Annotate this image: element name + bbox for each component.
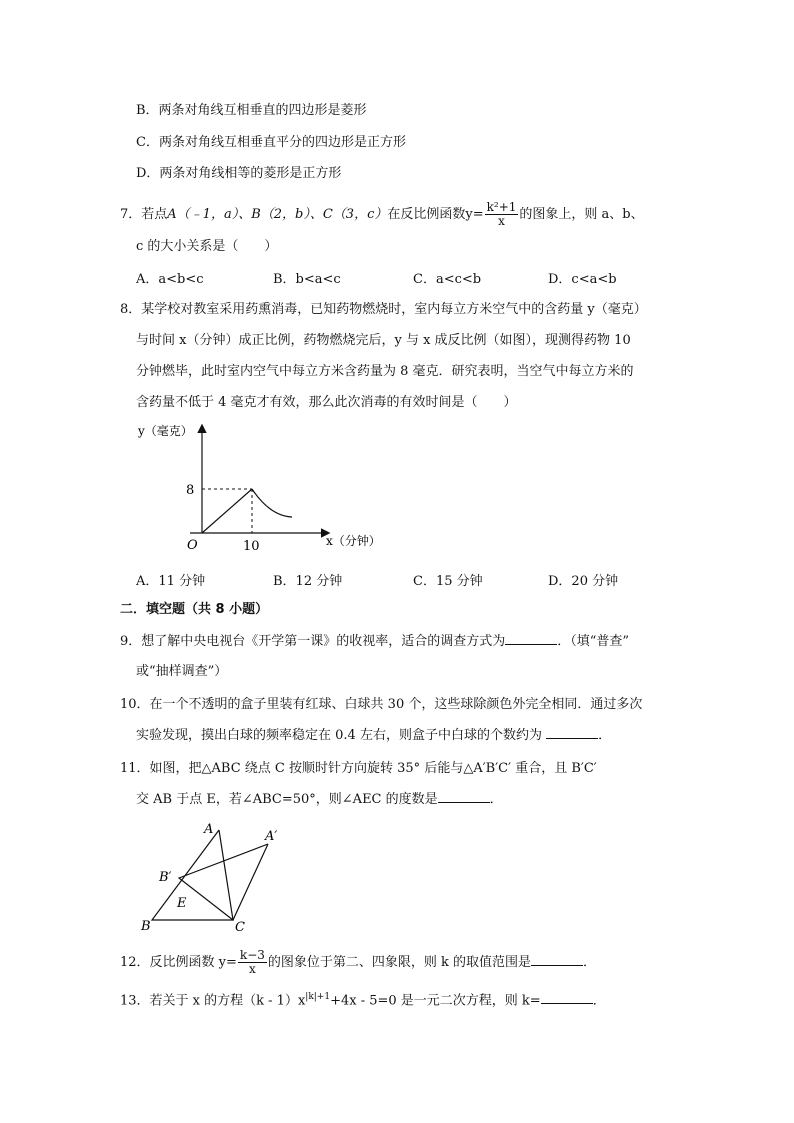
q12-answer-blank [531, 953, 583, 966]
q11-figure [135, 818, 295, 938]
q6-option-c: C．两条对角线互相垂直平分的四边形是正方形 [136, 135, 406, 150]
q8-stem-line3: 分钟燃毕，此时室内空气中每立方米含药量为 8 毫克．研究表明，当空气中每立方米的 [136, 364, 634, 379]
label-c: C [235, 920, 245, 935]
y-axis-label: y（毫克） [138, 424, 193, 438]
q7-option-c: C．a<c<b [413, 272, 482, 287]
q8-option-c: C．15 分钟 [413, 574, 483, 589]
q6-option-d: D．两条对角线相等的菱形是正方形 [136, 166, 342, 181]
q8-stem-line2: 与时间 x（分钟）成正比例，药物燃烧完后，y 与 x 成反比例（如图），现测得药物 10 [136, 333, 631, 348]
q6-option-b: B．两条对角线互相垂直的四边形是菱形 [136, 103, 367, 118]
q10-stem-line1: 10．在一个不透明的盒子里装有红球、白球共 30 个，这些球除颜色外完全相同．通过多次 [120, 697, 643, 712]
q8-stem-line1: 8．某学校对教室采用药熏消毒，已知药物燃烧时，室内每立方米空气中的含药量 y（毫克） [120, 302, 647, 317]
q13-stem: 13．若关于 x 的方程$(k - 1)x^{|k|+1}+4x - 5=0$ 是一元二次方程，则 k= ． [120, 992, 606, 1009]
q8-graph [130, 418, 400, 558]
q7-fraction: $\frac{\text{k²+1}}{x}$ [486, 200, 517, 228]
label-b: B [141, 919, 151, 934]
q9-stem-line1: 9．想了解中央电视台《开学第一课》的收视率，适合的调查方式为 ．（填“普查” [120, 634, 630, 649]
q10-stem-line2: 实验发现，摸出白球的频率稳定在 0.4 左右，则盒子中白球的个数约为 ． [136, 728, 612, 743]
origin-label: O [187, 538, 198, 553]
q7-stem-line1: 7．若点A（﹣1，a）、B（2，b）、C（3，c）在反比例函数y= $\frac{\text{k²+1}}{x}$ 的图象上，则 a、b、 [120, 200, 644, 228]
q7-stem-line2: c 的大小关系是（ ） [136, 239, 278, 254]
label-b-prime: B′ [159, 870, 172, 885]
q11-stem-line1: 11．如图，把△ABC 绕点 C 按顺时针方向旋转 35° 后能与△A′B′C′ 重合，且 B′C′ [120, 761, 597, 776]
linear-segment [202, 489, 252, 533]
label-a: A [204, 822, 214, 837]
label-a-prime: A′ [265, 829, 278, 844]
x-tick-10: 10 [243, 539, 260, 554]
q7-option-b: B．b<a<c [273, 272, 341, 287]
section-title: 二．填空题（共 8 小题） [120, 602, 269, 617]
x-axis-label: x（分钟） [326, 534, 381, 548]
q10-answer-blank [546, 726, 598, 739]
q7-option-a: A．a<b<c [136, 272, 204, 287]
q13-answer-blank [541, 991, 593, 1004]
q8-stem-line4: 含药量不低于 4 毫克才有效，那么此次消毒的有效时间是（ ） [136, 395, 517, 410]
inverse-curve [252, 489, 292, 517]
q11-answer-blank [438, 790, 490, 803]
y-tick-8: 8 [186, 483, 195, 498]
q12-stem: 12．反比例函数 y= $\frac{k-3}{x}$ 的图象位于第二、四象限，则 k 的取值范围是 ． [120, 948, 597, 976]
q9-answer-blank [505, 632, 557, 645]
q8-option-b: B．12 分钟 [273, 574, 343, 589]
q7-option-d: D．c<a<b [548, 272, 617, 287]
q8-option-a: A．11 分钟 [136, 574, 206, 589]
label-e: E [177, 896, 187, 911]
q12-fraction: $\frac{k-3}{x}$ [239, 948, 265, 976]
q9-stem-line2: 或“抽样调查”） [136, 664, 228, 679]
q8-option-d: D．20 分钟 [548, 574, 619, 589]
q11-stem-line2: 交 AB 于点 E，若∠ABC=50°，则∠AEC 的度数是 ． [136, 792, 503, 807]
